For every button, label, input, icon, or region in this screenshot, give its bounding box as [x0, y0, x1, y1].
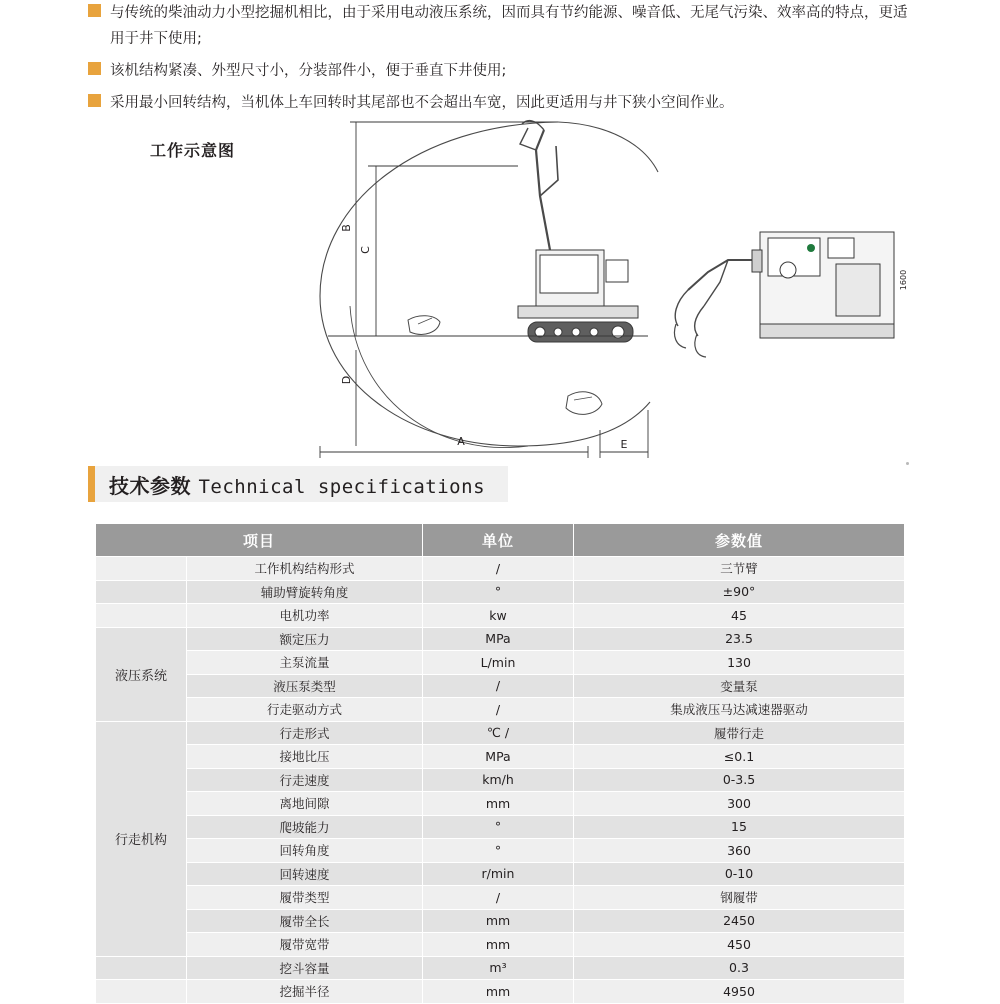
cell-value: 0-10 — [574, 862, 905, 886]
dim-label-height: 1600 — [899, 269, 908, 291]
cell-value: ±90° — [574, 580, 905, 604]
table-row — [96, 792, 905, 816]
cell-unit: ° — [423, 580, 574, 604]
row-group-empty — [96, 956, 187, 980]
list-item — [88, 58, 918, 84]
table-row — [96, 604, 905, 628]
table-body — [96, 557, 905, 1004]
cell-item: 电机功率 — [187, 604, 423, 628]
cell-unit: ° — [423, 815, 574, 839]
table-row — [96, 909, 905, 933]
bullet-text: 采用最小回转结构，当机体上车回转时其尾部也不会超出车宽，因此更适用与井下狭小空间作业。 — [110, 95, 734, 111]
cell-item: 行走驱动方式 — [187, 698, 423, 722]
list-item — [88, 0, 918, 52]
table-row — [96, 698, 905, 722]
col-header-value: 参数值 — [574, 524, 905, 557]
cell-unit: ℃ / — [423, 721, 574, 745]
dim-label-A: A — [457, 435, 465, 448]
cell-value: 450 — [574, 933, 905, 957]
table-row — [96, 721, 905, 745]
cell-item: 挖斗容量 — [187, 956, 423, 980]
table-row — [96, 627, 905, 651]
cell-value: 钢履带 — [574, 886, 905, 910]
row-group-empty — [96, 980, 187, 1004]
table-row — [96, 886, 905, 910]
table-row — [96, 580, 905, 604]
cell-item: 回转速度 — [187, 862, 423, 886]
cell-unit: mm — [423, 792, 574, 816]
cell-unit: kw — [423, 604, 574, 628]
table-row — [96, 768, 905, 792]
cell-value: 4950 — [574, 980, 905, 1004]
cell-item: 履带全长 — [187, 909, 423, 933]
cell-item: 主泵流量 — [187, 651, 423, 675]
spec-heading-text — [109, 470, 485, 499]
cell-value: 0.3 — [574, 956, 905, 980]
spec-heading-cn: 技术参数 — [109, 473, 191, 498]
square-bullet-icon — [88, 94, 101, 107]
cell-unit: r/min — [423, 862, 574, 886]
cell-item: 行走形式 — [187, 721, 423, 745]
cell-item: 额定压力 — [187, 627, 423, 651]
cell-value: 集成液压马达减速器驱动 — [574, 698, 905, 722]
cell-value: 三节臂 — [574, 557, 905, 581]
cell-value: 0-3.5 — [574, 768, 905, 792]
dim-label-E: E — [620, 438, 628, 451]
cell-value: 45 — [574, 604, 905, 628]
cell-unit: MPa — [423, 627, 574, 651]
cell-unit: MPa — [423, 745, 574, 769]
cell-unit: mm — [423, 980, 574, 1004]
cell-item: 液压泵类型 — [187, 674, 423, 698]
table-row — [96, 956, 905, 980]
col-header-item: 项目 — [96, 524, 423, 557]
cell-item: 离地间隙 — [187, 792, 423, 816]
cell-unit: L/min — [423, 651, 574, 675]
table-row — [96, 815, 905, 839]
cell-item: 爬坡能力 — [187, 815, 423, 839]
table-row — [96, 674, 905, 698]
cell-value: ≤0.1 — [574, 745, 905, 769]
dim-label-B: B — [340, 224, 353, 232]
cell-item: 回转角度 — [187, 839, 423, 863]
square-bullet-icon — [88, 4, 101, 17]
cell-unit: mm — [423, 909, 574, 933]
cell-item: 履带类型 — [187, 886, 423, 910]
cell-value: 变量泵 — [574, 674, 905, 698]
cell-value: 23.5 — [574, 627, 905, 651]
cell-unit: / — [423, 886, 574, 910]
spec-section-heading — [88, 466, 508, 502]
cell-value: 15 — [574, 815, 905, 839]
cell-unit: / — [423, 674, 574, 698]
cell-unit: km/h — [423, 768, 574, 792]
row-group-empty — [96, 604, 187, 628]
working-range-diagram — [88, 110, 918, 460]
bullet-list — [88, 0, 918, 122]
table-header-row — [96, 524, 905, 557]
cell-item: 辅助臂旋转角度 — [187, 580, 423, 604]
cell-value: 300 — [574, 792, 905, 816]
cell-value: 2450 — [574, 909, 905, 933]
table-row — [96, 933, 905, 957]
table-row — [96, 745, 905, 769]
diagram-svg — [88, 110, 918, 460]
dim-label-C: C — [359, 246, 372, 254]
table-row — [96, 839, 905, 863]
row-group-empty — [96, 557, 187, 581]
dim-label-D: D — [340, 375, 353, 385]
spec-heading-en: Technical specifications — [198, 475, 486, 498]
cell-item: 挖掘半径 — [187, 980, 423, 1004]
row-group-label: 液压系统 — [96, 627, 187, 721]
cell-value: 履带行走 — [574, 721, 905, 745]
cell-item: 接地比压 — [187, 745, 423, 769]
cell-unit: / — [423, 698, 574, 722]
square-bullet-icon — [88, 62, 101, 75]
table-row — [96, 980, 905, 1004]
diagram-title: 工作示意图 — [150, 141, 236, 160]
table-row — [96, 862, 905, 886]
bullet-text: 与传统的柴油动力小型挖掘机相比，由于采用电动液压系统，因而具有节约能源、噪音低、无尾气污染、效率高的特点，更适用于井下使用; — [110, 5, 908, 47]
stray-mark — [906, 462, 909, 465]
cell-item: 行走速度 — [187, 768, 423, 792]
cell-item: 履带宽带 — [187, 933, 423, 957]
cell-unit: mm — [423, 933, 574, 957]
table-row — [96, 557, 905, 581]
bullet-text: 该机结构紧凑、外型尺寸小，分装部件小，便于垂直下井使用; — [110, 63, 507, 79]
cell-unit: / — [423, 557, 574, 581]
table-row — [96, 651, 905, 675]
table-head — [96, 524, 905, 557]
cell-value: 130 — [574, 651, 905, 675]
cell-item: 工作机构结构形式 — [187, 557, 423, 581]
row-group-label: 行走机构 — [96, 721, 187, 956]
col-header-unit: 单位 — [423, 524, 574, 557]
spec-table — [95, 523, 905, 1004]
accent-bar — [88, 466, 95, 502]
cell-unit: ° — [423, 839, 574, 863]
cell-value: 360 — [574, 839, 905, 863]
cell-unit: m³ — [423, 956, 574, 980]
row-group-empty — [96, 580, 187, 604]
